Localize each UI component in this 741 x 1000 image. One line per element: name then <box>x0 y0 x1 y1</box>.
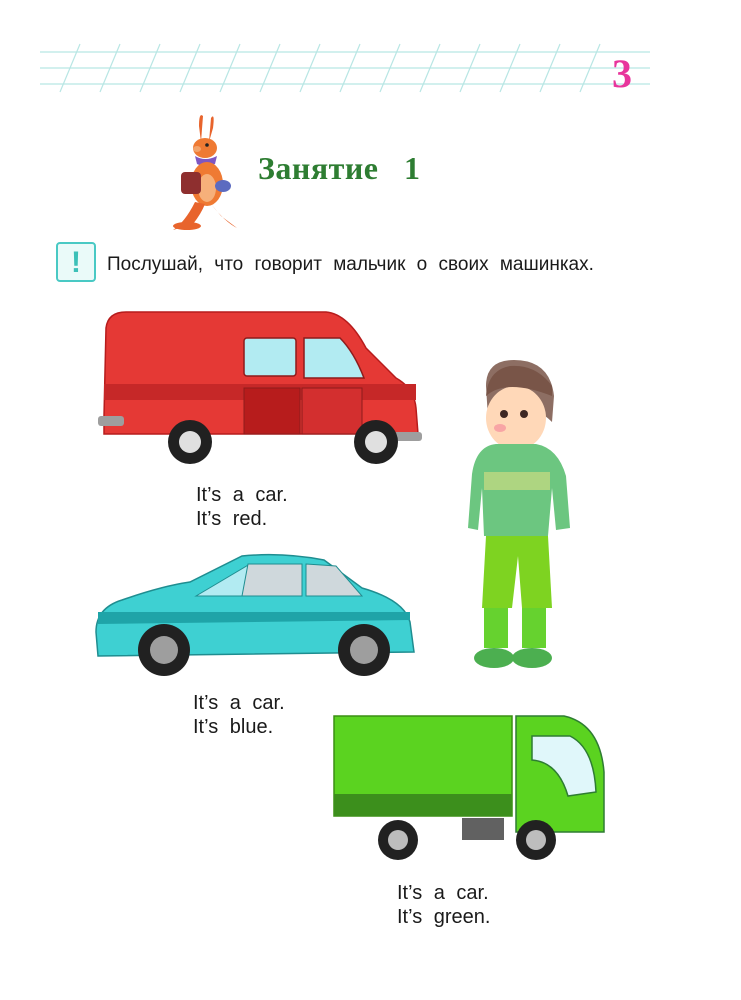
kangaroo-mascot-illustration <box>165 112 245 234</box>
exclamation-icon: ! <box>71 246 81 279</box>
green-car-caption-line2: It’s green. <box>397 906 491 928</box>
green-car-caption <box>397 881 490 929</box>
blue-car-caption-line1: It’s a car. <box>193 692 285 714</box>
boy-illustration <box>466 356 576 680</box>
red-van-illustration <box>96 308 426 468</box>
listen-task-marker <box>56 242 96 282</box>
red-car-caption-line1: It’s a car. <box>196 484 288 506</box>
red-car-caption-line2: It’s red. <box>196 508 268 530</box>
blue-car-illustration <box>92 552 416 682</box>
green-truck-illustration <box>332 712 608 864</box>
red-car-caption <box>196 483 288 531</box>
green-car-caption-line1: It’s a car. <box>397 882 489 904</box>
page-number: 3 <box>612 51 632 96</box>
task-instruction: Послушай, что говорит мальчик о своих машинках. <box>107 254 594 275</box>
lesson-title: Занятие 1 <box>258 150 421 186</box>
blue-car-caption <box>193 691 285 739</box>
blue-car-caption-line2: It’s blue. <box>193 716 274 738</box>
